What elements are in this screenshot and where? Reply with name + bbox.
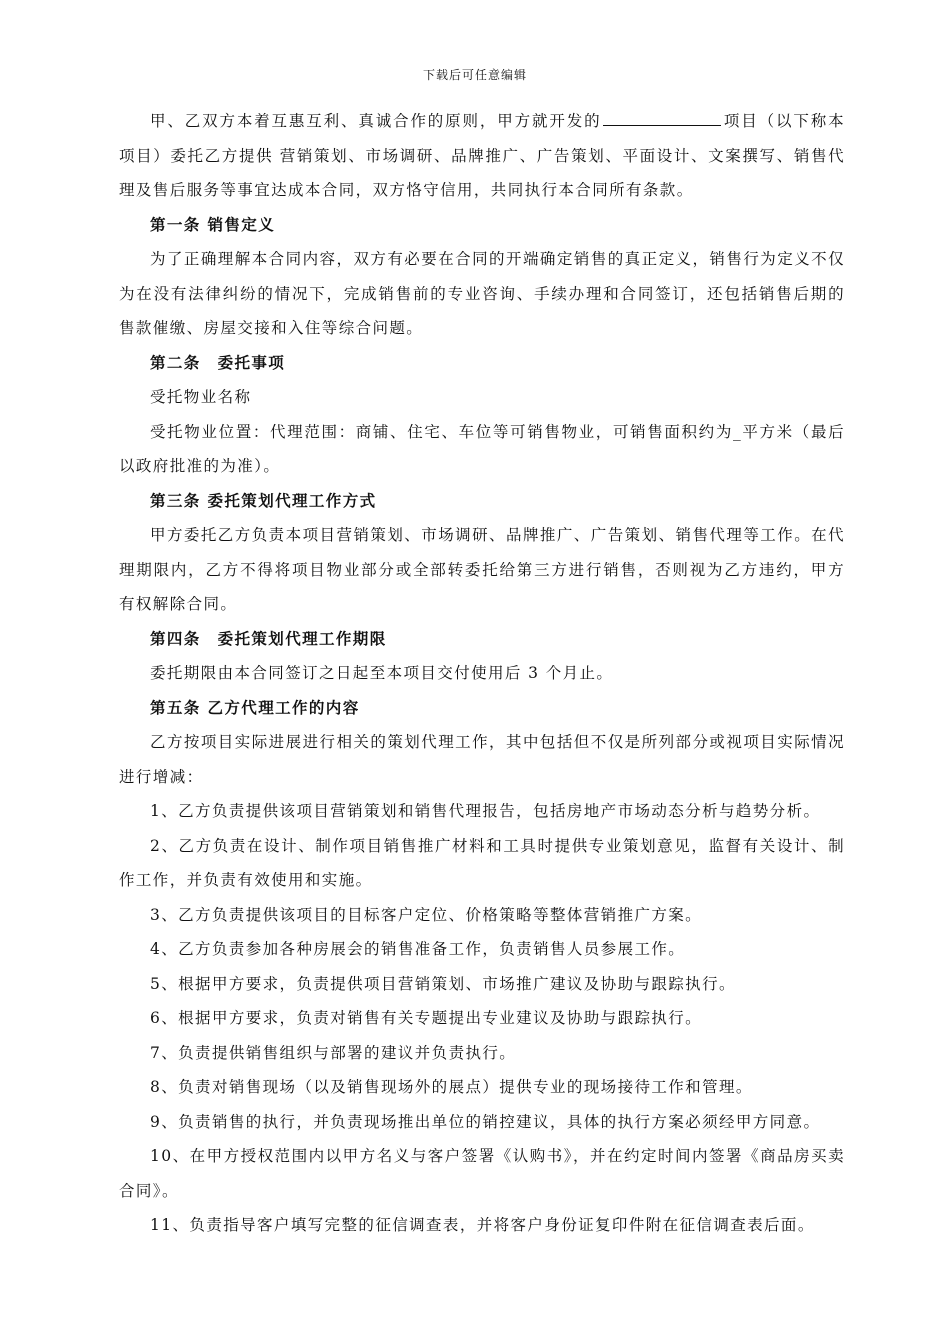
article-4-title: 第四条 委托策划代理工作期限 [150,628,387,648]
list-item: 10、在甲方授权范围内以甲方名义与客户签署《认购书》，并在约定时间内签署《商品房买卖合同》。 [119,1147,845,1200]
contract-body [119,104,845,1243]
list-item: 2、乙方负责在设计、制作项目销售推广材料和工具时提供专业策划意见，监督有关设计、制作工作，并负责有效使用和实施。 [119,836,845,889]
article-4-paragraph: 委托期限由本合同签订之日起至本项目交付使用后 3 个月止。 [150,664,614,682]
intro-text-before: 甲、乙双方本着互惠互利、真诚合作的原则，甲方就开发的 [150,112,602,130]
article-2-property-name: 受托物业名称 [150,388,252,406]
article-5-title: 第五条 乙方代理工作的内容 [150,697,360,717]
article-3-title: 第三条 委托策划代理工作方式 [150,490,377,510]
intro-text-after: 项目（以下称本项目）委托乙方提供 营销策划、市场调研、品牌推广、广告策划、平面设计、文案撰写、销售代理及售后服务等事宜达成本合同，双方恪守信用，共同执行本合同所有条款。 [119,112,845,199]
intro-paragraph [119,104,845,208]
list-item: 1、乙方负责提供该项目营销策划和销售代理报告，包括房地产市场动态分析与趋势分析。 [150,802,821,820]
article-3-paragraph: 甲方委托乙方负责本项目营销策划、市场调研、品牌推广、广告策划、销售代理等工作。在代理期限内，乙方不得将项目物业部分或全部转委托给第三方进行销售，否则视为乙方违约，甲方有权解除合同。 [119,526,845,613]
article-1-title: 第一条 销售定义 [150,214,276,234]
article-2-property-location: 受托物业位置：代理范围：商铺、住宅、车位等可销售物业，可销售面积约为_平方米（最后以政府批准的为准）。 [119,422,845,475]
article-2-title: 第二条 委托事项 [150,352,286,372]
list-item: 5、根据甲方要求，负责提供项目营销策划、市场推广建议及协助与跟踪执行。 [150,974,736,993]
list-item: 4、乙方负责参加各种房展会的销售准备工作，负责销售人员参展工作。 [150,940,686,958]
list-item: 11、负责指导客户填写完整的征信调查表，并将客户身份证复印件附在征信调查表后面。 [150,1216,815,1234]
list-item: 8、负责对销售现场（以及销售现场外的展点）提供专业的现场接待工作和管理。 [150,1078,753,1096]
list-item: 9、负责销售的执行，并负责现场推出单位的销控建议，具体的执行方案必须经甲方同意。 [150,1112,821,1131]
list-item: 3、乙方负责提供该项目的目标客户定位、价格策略等整体营销推广方案。 [150,905,703,924]
article-5-paragraph: 乙方按项目实际进展进行相关的策划代理工作，其中包括但不仅是所列部分或视项目实际情况进行增减： [119,733,845,786]
list-item: 6、根据甲方要求，负责对销售有关专题提出专业建议及协助与跟踪执行。 [150,1009,703,1027]
article-1-paragraph: 为了正确理解本合同内容，双方有必要在合同的开端确定销售的真正定义，销售行为定义不仅为在没有法律纠纷的情况下，完成销售前的专业咨询、手续办理和合同签订，还包括销售后期的售款催缴、房屋交接和入住等综合问题。 [119,250,845,337]
list-item: 7、负责提供销售组织与部署的建议并负责执行。 [150,1043,517,1062]
project-name-blank [603,109,721,126]
page-header: 下载后可任意编辑 [422,68,527,82]
